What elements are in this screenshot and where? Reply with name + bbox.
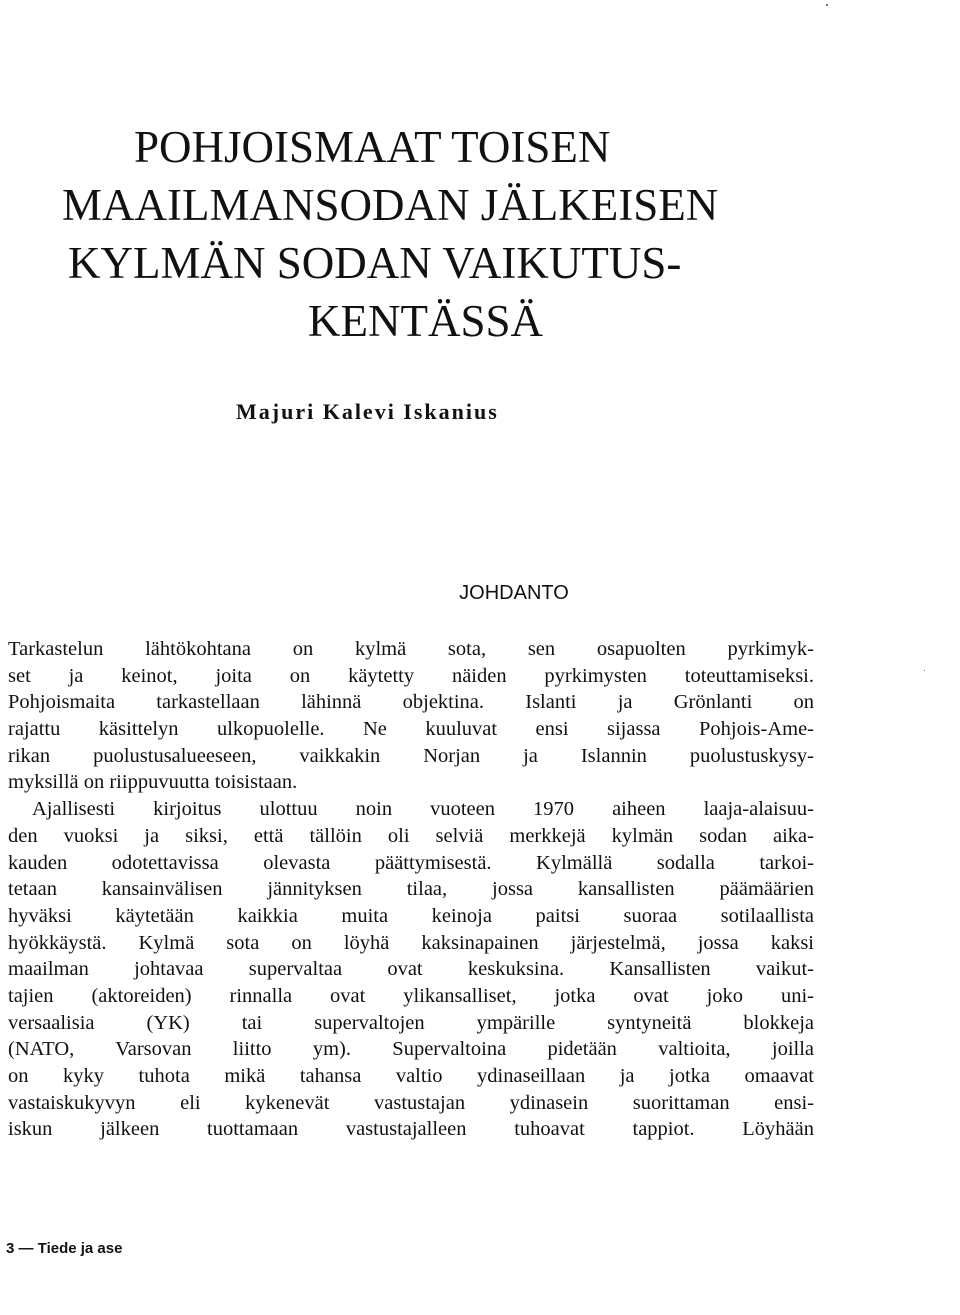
text-line: hyökkäystä. Kylmä sota on löyhä kaksinapainen järjestelmä, jossa kaksi [8,931,814,954]
text-line: tajien (aktoreiden) rinnalla ovat ylikansalliset, jotka ovat joko uni- [8,984,814,1007]
body-text [8,636,814,1143]
paragraph [8,636,814,796]
text-line: myksillä on riippuvuutta toisistaan. [8,771,298,794]
text-line: maailman johtavaa supervaltaa ovat keskuksina. Kansallisten vaikut- [8,958,814,981]
text-line: Tarkastelun lähtökohtana on kylmä sota, sen osapuolten pyrkimyk- [8,638,814,660]
text-line: tetaan kansainvälisen jännityksen tilaa, jossa kansallisten päämäärien [8,878,814,901]
text-line: rajattu käsittelyn ulkopuolelle. Ne kuuluvat ensi sijassa Pohjois-Ame- [8,718,814,741]
article-title [62,118,822,350]
text-line: kauden odotettavissa olevasta päättymisestä. Kylmällä sodalla tarkoi- [8,851,814,874]
section-heading: JOHDANTO [459,582,569,604]
text-line: (NATO, Varsovan liitto ym). Supervaltoina pidetään valtioita, joilla [8,1038,814,1061]
text-line: Ajallisesti kirjoitus ulottuu noin vuoteen 1970 aiheen laaja-alaisuu- [32,798,814,821]
text-line: den vuoksi ja siksi, että tällöin oli selviä merkkejä kylmän sodan aika- [8,824,814,847]
text-line: hyväksi käytetään kaikkia muita keinoja paitsi suoraa sotilaallista [8,904,814,927]
title-line: POHJOISMAAT TOISEN [134,122,611,172]
text-line: Pohjoismaita tarkastellaan lähinnä objektina. Islanti ja Grönlanti on [8,691,814,714]
text-line: iskun jälkeen tuottamaan vastustajalleen tuhoavat tappiot. Löyhään [8,1118,814,1141]
scan-speck [924,670,925,671]
text-line: on kyky tuhota mikä tahansa valtio ydinaseillaan ja jotka omaavat [8,1065,814,1087]
title-line: MAAILMANSODAN JÄLKEISEN [62,180,719,230]
text-line: rikan puolustusalueeseen, vaikkakin Norjan ja Islannin puolustuskysy- [8,744,814,767]
text-line: versaalisia (YK) tai supervaltojen ympärille syntyneitä blokkeja [8,1011,814,1034]
text-line: vastaiskukyvyn eli kykenevät vastustajan ydinasein suorittaman ensi- [8,1091,814,1114]
scan-speck [826,4,828,6]
author-byline: Majuri Kalevi Iskanius [236,399,499,424]
title-line: KENTÄSSÄ [308,296,544,346]
text-line: set ja keinot, joita on käytetty näiden pyrkimysten toteuttamiseksi. [8,664,814,687]
title-line: KYLMÄN SODAN VAIKUTUS- [68,238,682,288]
paragraph [8,796,814,1143]
page-footer: 3 — Tiede ja ase [6,1240,123,1257]
